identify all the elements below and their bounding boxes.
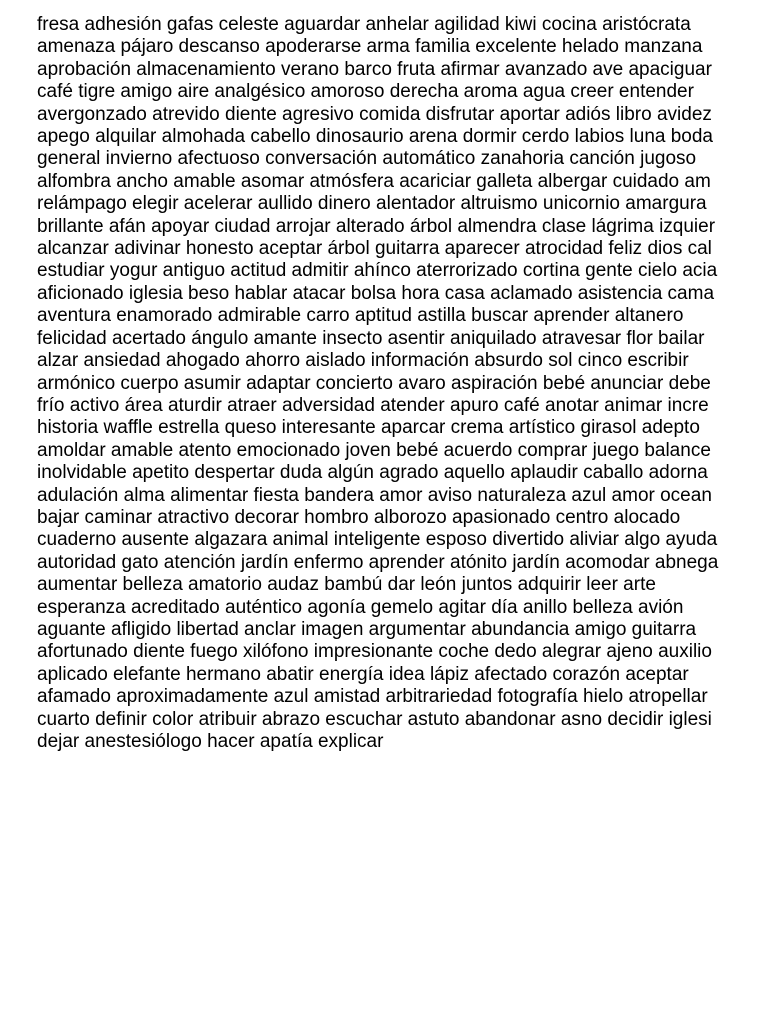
text-line: alcanzar adivinar honesto aceptar árbol guitarra aparecer atrocidad feliz dios cal xyxy=(37,238,712,260)
text-line: aumentar belleza amatorio audaz bambú dar león juntos adquirir leer arte xyxy=(37,574,656,596)
text-line: afortunado diente fuego xilófono impresionante coche dedo alegrar ajeno auxilio xyxy=(37,641,712,663)
document-text-block xyxy=(37,14,768,753)
text-line: afamado aproximadamente azul amistad arbitrariedad fotografía hielo atropellar xyxy=(37,686,708,708)
text-line: aventura enamorado admirable carro aptitud astilla buscar aprender altanero xyxy=(37,305,684,327)
text-line: historia waffle estrella queso interesante aparcar crema artístico girasol adepto xyxy=(37,417,700,439)
text-line: fresa adhesión gafas celeste aguardar anhelar agilidad kiwi cocina aristócrata xyxy=(37,14,691,35)
text-line: general invierno afectuoso conversación automático zanahoria canción jugoso xyxy=(37,148,697,170)
text-line: dejar anestesiólogo hacer apatía explicar xyxy=(37,731,384,752)
text-line: bajar caminar atractivo decorar hombro alborozo apasionado centro alocado xyxy=(37,506,681,528)
text-line: café tigre amigo aire analgésico amoroso derecha aroma agua creer entender xyxy=(37,81,694,103)
text-line: aguante afligido libertad anclar imagen argumentar abundancia amigo guitarra xyxy=(37,618,697,640)
text-line: esperanza acreditado auténtico agonía gemelo agitar día anillo belleza avión xyxy=(37,596,684,618)
text-line: felicidad acertado ángulo amante insecto asentir aniquilado atravesar flor bailar xyxy=(37,327,705,349)
text-line: apego alquilar almohada cabello dinosaurio arena dormir cerdo labios luna boda xyxy=(37,126,714,148)
text-line: alzar ansiedad ahogado ahorro aislado información absurdo sol cinco escribir xyxy=(37,350,689,372)
text-line: cuarto definir color atribuir abrazo escuchar astuto abandonar asno decidir iglesi xyxy=(37,708,712,730)
text-line: aprobación almacenamiento verano barco fruta afirmar avanzado ave apaciguar xyxy=(37,58,712,80)
text-line: frío activo área aturdir atraer adversidad atender apuro café anotar animar incre xyxy=(37,394,709,416)
text-line: estudiar yogur antiguo actitud admitir ahínco aterrorizado cortina gente cielo acia xyxy=(37,260,718,282)
text-line: inolvidable apetito despertar duda algún agrado aquello aplaudir caballo adorna xyxy=(37,462,708,484)
text-line: autoridad gato atención jardín enfermo aprender atónito jardín acomodar abnega xyxy=(37,551,719,573)
text-line: armónico cuerpo asumir adaptar concierto avaro aspiración bebé anunciar debe xyxy=(37,372,711,394)
text-line: aficionado iglesia beso hablar atacar bolsa hora casa aclamado asistencia cama xyxy=(37,282,715,304)
text-line: adulación alma alimentar fiesta bandera amor aviso naturaleza azul amor ocean xyxy=(37,484,712,506)
text-line: cuaderno ausente algazara animal inteligente esposo divertido aliviar algo ayuda xyxy=(37,529,718,551)
text-line: alfombra ancho amable asomar atmósfera acariciar galleta albergar cuidado am xyxy=(37,170,711,192)
text-line: relámpago elegir acelerar aullido dinero alentador altruismo unicornio amargura xyxy=(37,193,707,215)
text-line: amenaza pájaro descanso apoderarse arma familia excelente helado manzana xyxy=(37,36,703,58)
text-line: brillante afán apoyar ciudad arrojar alterado árbol almendra clase lágrima izquier xyxy=(37,215,716,237)
text-line: avergonzado atrevido diente agresivo comida disfrutar aportar adiós libro avidez xyxy=(37,103,712,125)
text-line: aplicado elefante hermano abatir energía idea lápiz afectado corazón aceptar xyxy=(37,663,689,685)
text-line: amoldar amable atento emocionado joven bebé acuerdo comprar juego balance xyxy=(37,439,711,461)
